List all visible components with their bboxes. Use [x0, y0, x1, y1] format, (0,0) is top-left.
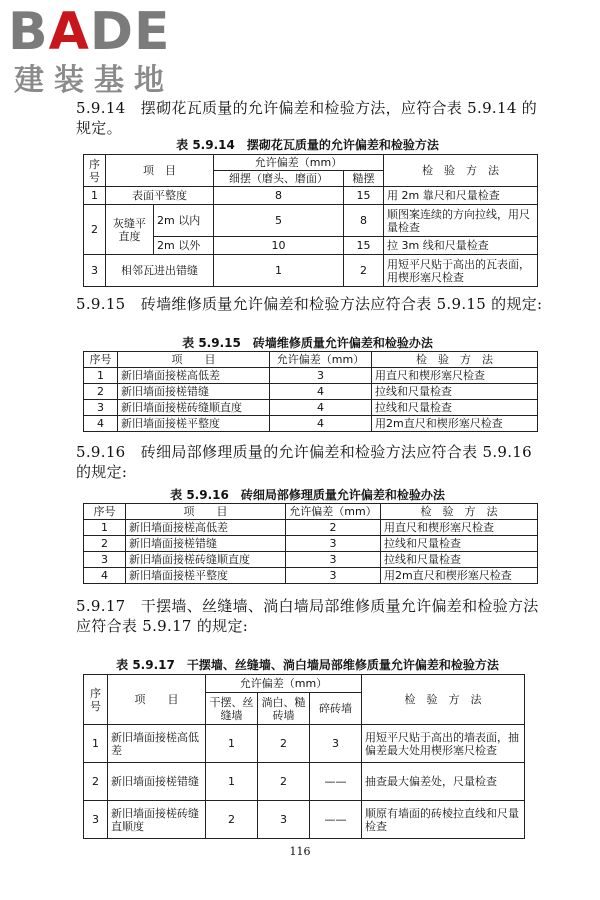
header-item: 项 目 [108, 675, 206, 725]
header-no: 序号 [84, 504, 126, 520]
header-method: 检 验 方 法 [381, 504, 538, 520]
header-tolerance: 允许偏差（mm） [206, 675, 362, 693]
table-5-9-14-caption: 表 5.9.14 摆砌花瓦质量的允许偏差和检验方法 [176, 138, 439, 152]
table-row: 2m 以外 10 15 拉 3m 线和尺量检查 [84, 237, 538, 255]
header-no: 序号 [84, 352, 118, 368]
table-row: 1 新旧墙面接槎高低差 3 用直尺和楔形塞尺检查 [84, 368, 538, 384]
header-tolerance: 允许偏差（mm） [214, 155, 384, 171]
header-tol-dry: 干摆、丝缝墙 [206, 693, 258, 725]
table-row: 4 新旧墙面接槎平整度 3 用2m直尺和楔形塞尺检查 [84, 568, 538, 584]
table-5-9-17-caption: 表 5.9.17 干摆墙、丝缝墙、淌白墙局部维修质量允许偏差和检验方法 [116, 658, 499, 672]
clause-5-9-15: 5.9.15 砖墙维修质量允许偏差和检验方法应符合表 5.9.15 的规定: [76, 295, 543, 313]
table-5-9-14 [83, 154, 538, 287]
header-method: 检 验 方 法 [362, 675, 525, 725]
header-tol-tangbai: 淌白、糙砖墙 [258, 693, 310, 725]
header-tol-rough: 糙摆 [344, 171, 384, 187]
table-row: 1 新旧墙面接槎高低差 1 2 3 用短平尺贴于高出的墙表面，抽偏差最大处用楔形塞尺检查 [84, 725, 525, 763]
table-row: 3 新旧墙面接槎砖缝顺直度 4 拉线和尺量检查 [84, 400, 538, 416]
table-row: 1 表面平整度 8 15 用 2m 靠尺和尺量检查 [84, 187, 538, 205]
table-5-9-15 [83, 351, 538, 432]
table-row: 2 新旧墙面接槎错缝 1 2 —— 抽查最大偏差处，尺量检查 [84, 763, 525, 801]
header-item: 项 目 [106, 155, 214, 187]
table-row: 3 相邻瓦进出错缝 1 2 用短平尺贴于高出的瓦表面，用楔形塞尺检查 [84, 255, 538, 287]
header-method: 检 验 方 法 [372, 352, 538, 368]
table-5-9-16 [83, 503, 538, 584]
header-tol-fine: 细摆（磨头、磨面） [214, 171, 344, 187]
table-5-9-15-caption: 表 5.9.15 砖墙维修质量允许偏差和检验办法 [182, 336, 433, 350]
table-5-9-16-caption: 表 5.9.16 砖细局部修理质量允许偏差和检验办法 [170, 488, 445, 502]
header-method: 检 验 方 法 [384, 155, 538, 187]
clause-5-9-17: 5.9.17 干摆墙、丝缝墙、淌白墙局部维修质量允许偏差和检验方法应符合表 5.9.17 的规定: [76, 597, 539, 635]
logo-wordmark: BADE [8, 2, 171, 62]
table-row: 2 新旧墙面接槎错缝 4 拉线和尺量检查 [84, 384, 538, 400]
table-row: 3 新旧墙面接槎砖缝直顺度 2 3 —— 顺原有墙面的砖棱拉直线和尺量检查 [84, 801, 525, 839]
header-tolerance: 允许偏差（mm） [286, 504, 381, 520]
logo-subtitle: 建装基地 [14, 63, 174, 98]
header-tolerance: 允许偏差（mm） [270, 352, 372, 368]
header-item: 项 目 [126, 504, 286, 520]
brand-logo [8, 2, 178, 102]
clause-5-9-14: 5.9.14 摆砌花瓦质量的允许偏差和检验方法，应符合表 5.9.14 的规定。 [76, 99, 538, 137]
header-no: 序号 [84, 155, 106, 187]
table-row: 3 新旧墙面接槎砖缝顺直度 3 拉线和尺量检查 [84, 552, 538, 568]
table-5-9-17 [83, 674, 525, 839]
table-row: 4 新旧墙面接槎平整度 4 用2m直尺和楔形塞尺检查 [84, 416, 538, 432]
table-row: 1 新旧墙面接槎高低差 2 用直尺和楔形塞尺检查 [84, 520, 538, 536]
clause-5-9-16: 5.9.16 砖细局部修理质量的允许偏差和检验方法应符合表 5.9.16 的规定: [76, 443, 532, 481]
header-tol-broken: 碎砖墙 [310, 693, 362, 725]
page-number: 116 [289, 845, 311, 858]
table-row: 2 灰缝平直度 2m 以内 5 8 顺图案连续的方向拉线，用尺量检查 [84, 205, 538, 237]
header-no: 序号 [84, 675, 108, 725]
header-item: 项 目 [118, 352, 270, 368]
table-row: 2 新旧墙面接槎错缝 3 拉线和尺量检查 [84, 536, 538, 552]
